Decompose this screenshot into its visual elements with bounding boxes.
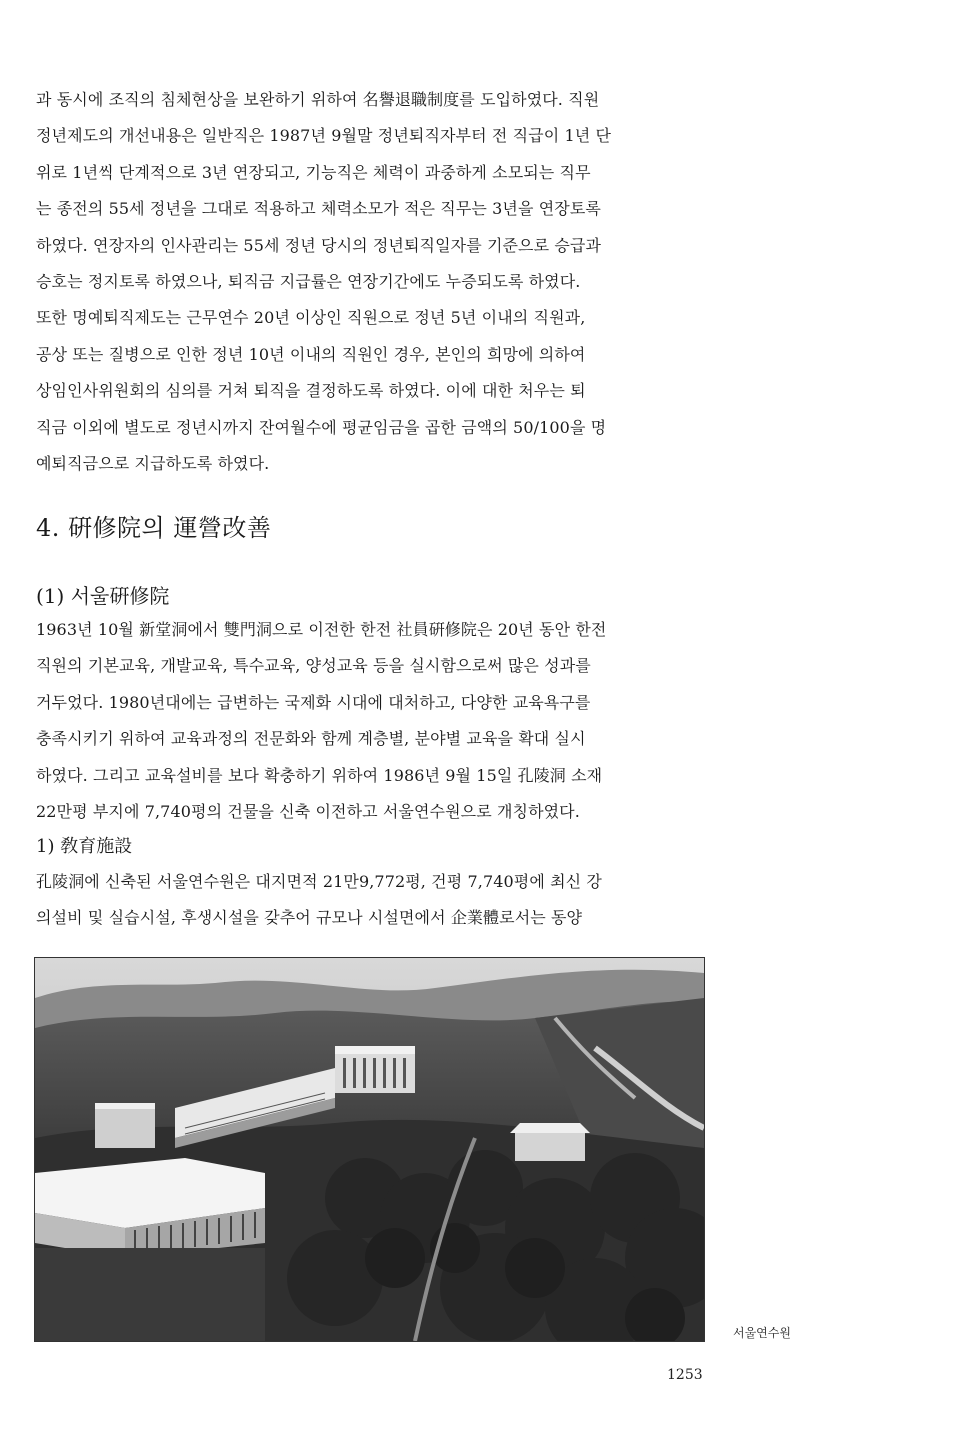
text-line: 1963년 10월 新堂洞에서 雙門洞으로 이전한 한전 社員硏修院은 20년 동안 한전: [36, 620, 607, 639]
photo-illustration: [35, 958, 704, 1341]
text-line: 승호는 정지토록 하였으나, 퇴직금 지급률은 연장기간에도 누증되도록 하였다.: [36, 272, 581, 292]
paragraph-seoul-institute: [36, 612, 700, 830]
text-line: 충족시키기 위하여 교육과정의 전문화와 함께 계층별, 분야별 교육을 확대 실시: [36, 729, 586, 749]
text-line: 의설비 및 실습시설, 후생시설을 갖추어 규모나 시설면에서 企業體로서는 동양: [36, 908, 583, 928]
page-number: 1253: [667, 1367, 703, 1383]
text-line: 孔陵洞에 신축된 서울연수원은 대지면적 21만9,772평, 건평 7,740평에 최신 강: [36, 872, 602, 891]
institute-aerial-photo: [34, 957, 705, 1342]
text-line: 정년제도의 개선내용은 일반직은 1987년 9월말 정년퇴직자부터 전 직급이 1년 단: [36, 126, 612, 146]
text-line: 직금 이외에 별도로 정년시까지 잔여월수에 평균임금을 곱한 금액의 50/100을 명: [36, 417, 607, 437]
text-line: 하였다. 그리고 교육설비를 보다 확충하기 위하여 1986년 9월 15일 孔陵洞 소재: [36, 765, 603, 785]
paragraph-retirement: [36, 82, 700, 482]
text-line: 공상 또는 질병으로 인한 정년 10년 이내의 직원인 경우, 본인의 희망에 의하여: [36, 344, 586, 364]
photo-caption: 서울연수원: [733, 1326, 791, 1340]
paragraph-facilities: [36, 864, 700, 937]
section-heading: 4. 硏修院의 運營改善: [36, 514, 272, 542]
text-line: 위로 1년씩 단계적으로 3년 연장되고, 기능직은 체력이 과중하게 소모되는 직무: [36, 162, 591, 182]
subsection-heading: (1) 서울硏修院: [36, 584, 170, 608]
text-line: 또한 명예퇴직제도는 근무연수 20년 이상인 직원으로 정년 5년 이내의 직원과,: [36, 308, 586, 328]
text-line: 거두었다. 1980년대에는 급변하는 국제화 시대에 대처하고, 다양한 교육욕구를: [36, 692, 591, 712]
text-line: 예퇴직금으로 지급하도록 하였다.: [36, 454, 270, 474]
text-line: 22만평 부지에 7,740평의 건물을 신축 이전하고 서울연수원으로 개칭하였다.: [36, 802, 580, 822]
text-line: 상임인사위원회의 심의를 거쳐 퇴직을 결정하도록 하였다. 이에 대한 처우는 퇴: [36, 381, 586, 401]
text-line: 직원의 기본교육, 개발교육, 특수교육, 양성교육 등을 실시함으로써 많은 성과를: [36, 656, 591, 676]
text-line: 과 동시에 조직의 침체현상을 보완하기 위하여 名譽退職制度를 도입하였다. 직원: [36, 90, 600, 109]
text-line: 는 종전의 55세 정년을 그대로 적용하고 체력소모가 적은 직무는 3년을 연장토록: [36, 199, 601, 219]
sub-heading-facilities: 1) 敎育施設: [36, 836, 133, 857]
text-line: 하였다. 연장자의 인사관리는 55세 정년 당시의 정년퇴직일자를 기준으로 승급과: [36, 235, 602, 255]
